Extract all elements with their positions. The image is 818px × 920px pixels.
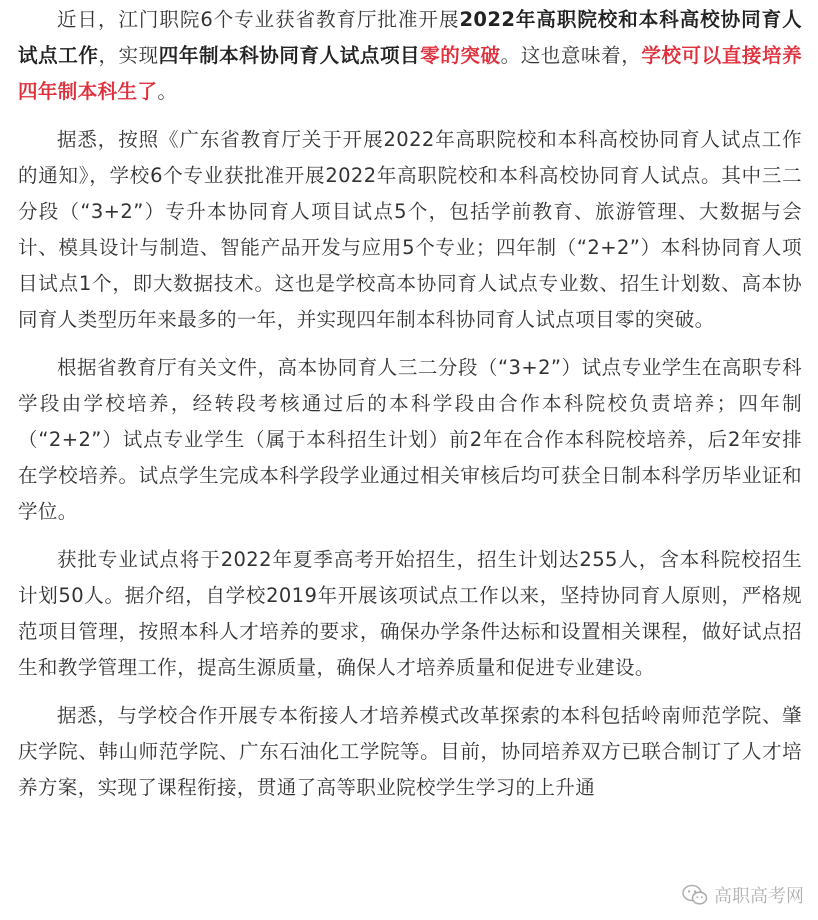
intro-highlight-fouryear: 四年制本科协同育人试点项目 — [158, 44, 421, 67]
paragraph-approval: 据悉，按照《广东省教育厅关于开展2022年高职院校和本科高校协同育人试点工作的通知》，学校6个专业获批准开展2022年高职院校和本科高校协同育人试点。其中三二分段（“3+2”）专升本协同育人项目试点5个，包括学前教育、旅游管理、大数据与会计、模具设计与制造、智能产品开发与应用5个专业；四年制（“2+2”）本科协同育人项目试点1个，即大数据技术。这也是学校高本协同育人试点专业数、招生计划数、高本协同育人类型历年来最多的一年，并实现四年制本科协同育人试点项目零的突破。 — [18, 128, 802, 331]
paragraph-enrollment: 获批专业试点将于2022年夏季高考开始招生，招生计划达255人，含本科院校招生计划50人。据介绍，自学校2019年开展该项试点工作以来，坚持协同育人原则，严格规范项目管理，按照本科人才培养的要求，确保办学条件达标和设置相关课程，做好试点招生和教学管理工作，提高生源质量，确保人才培养质量和促进专业建设。 — [18, 548, 802, 679]
paragraph-policy: 根据省教育厅有关文件，高本协同育人三二分段（“3+2”）试点专业学生在高职专科学段由学校培养，经转段考核通过后的本科学段由合作本科院校负责培养；四年制（“2+2”）试点专业学生（属于本科招生计划）前2年在合作本科院校培养，后2年安排在学校培养。试点学生完成本科学段学业通过相关审核后均可获全日制本科学历毕业证和学位。 — [18, 356, 802, 523]
intro-text-3: 。这也意味着， — [500, 44, 642, 67]
intro-text-2: ，实现 — [98, 44, 159, 67]
watermark — [682, 882, 804, 908]
intro-highlight-breakthrough: 零的突破 — [420, 44, 501, 67]
intro-highlight-conclusion: 学校可以直接培养四年制本科生了 — [18, 44, 802, 103]
paragraph-intro — [18, 2, 802, 110]
article-body — [18, 0, 802, 818]
watermark-text: 高职高考网 — [714, 886, 804, 907]
intro-text-4: 。 — [157, 80, 178, 103]
intro-highlight-project: 2022年高职院校和本科高校协同育人试点工作 — [18, 8, 802, 67]
intro-text-1: 近日，江门职院6个专业获省教育厅批准开展 — [57, 8, 460, 31]
paragraph-partners: 据悉，与学校合作开展专本衔接人才培养模式改革探索的本科包括岭南师范学院、肇庆学院、韩山师范学院、广东石油化工学院等。目前，协同培养双方已联合制订了人才培养方案，实现了课程衔接，贯通了高等职业院校学生学习的上升通 — [18, 704, 802, 799]
wechat-icon — [682, 884, 708, 906]
